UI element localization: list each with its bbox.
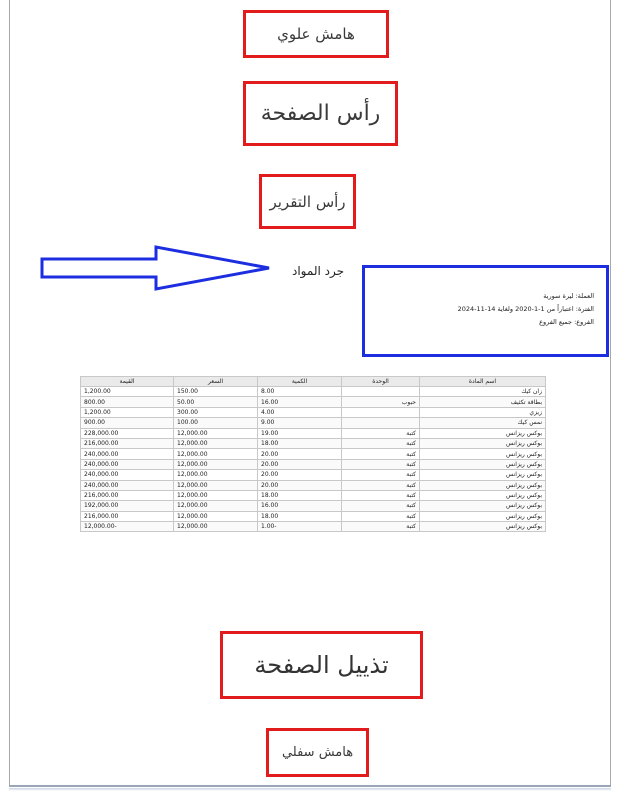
cell-price: 12,000.00 — [174, 511, 258, 521]
cell-price: 300.00 — [174, 407, 258, 417]
cell-unit: كتبة — [342, 449, 420, 459]
cell-item-name: بوكس ريزانس — [420, 438, 546, 448]
cell-price: 12,000.00 — [174, 470, 258, 480]
cell-item-name: بطاقة تكثيف — [420, 397, 546, 407]
cell-quantity: 16.00 — [258, 397, 342, 407]
page-header-label: رأس الصفحة — [260, 101, 381, 126]
cell-value: 216,000.00 — [81, 438, 174, 448]
cell-value: -12,000.00 — [81, 522, 174, 532]
table-row — [81, 480, 546, 490]
table-row — [81, 470, 546, 480]
table-row — [81, 449, 546, 459]
inventory-title: جرد المواد — [292, 264, 345, 278]
cell-unit — [342, 418, 420, 428]
table-row — [81, 511, 546, 521]
cell-value: 228,000.00 — [81, 428, 174, 438]
cell-unit: كتبة — [342, 501, 420, 511]
cell-quantity: -1.00 — [258, 522, 342, 532]
cell-unit: كتبة — [342, 511, 420, 521]
cell-value: 240,000.00 — [81, 470, 174, 480]
cell-unit: كتبة — [342, 459, 420, 469]
cell-item-name: نمس كيك — [420, 418, 546, 428]
cell-item-name: بوكس ريزانس — [420, 449, 546, 459]
cell-price: 12,000.00 — [174, 490, 258, 500]
cell-unit: كتبة — [342, 470, 420, 480]
cell-quantity: 18.00 — [258, 511, 342, 521]
cell-quantity: 19.00 — [258, 428, 342, 438]
cell-item-name: زان كيك — [420, 387, 546, 397]
bottom-margin-box — [266, 728, 369, 777]
cell-value: 216,000.00 — [81, 511, 174, 521]
cell-item-name: بوكس ريزانس — [420, 522, 546, 532]
cell-price: 12,000.00 — [174, 480, 258, 490]
cell-item-name: زيزي — [420, 407, 546, 417]
cell-value: 216,000.00 — [81, 490, 174, 500]
inventory-table — [80, 376, 546, 532]
table-row — [81, 387, 546, 397]
cell-item-name: بوكس ريزانس — [420, 490, 546, 500]
cell-item-name: بوكس ريزانس — [420, 501, 546, 511]
top-margin-box — [243, 10, 389, 58]
cell-unit: كتبة — [342, 522, 420, 532]
cell-price: 50.00 — [174, 397, 258, 407]
branches-line: الفروع: جميع الفروع — [539, 318, 594, 326]
cell-unit: كتبة — [342, 438, 420, 448]
table-row — [81, 501, 546, 511]
cell-value: 240,000.00 — [81, 480, 174, 490]
cell-price: 12,000.00 — [174, 438, 258, 448]
cell-value: 240,000.00 — [81, 449, 174, 459]
cell-quantity: 18.00 — [258, 438, 342, 448]
report-info-box — [362, 265, 609, 357]
table-row — [81, 438, 546, 448]
cell-value: 900.00 — [81, 418, 174, 428]
cell-unit: كتبة — [342, 490, 420, 500]
page-edge-shadow — [9, 788, 611, 791]
column-header-quantity: الكمية — [258, 377, 342, 387]
cell-item-name: بوكس ريزانس — [420, 511, 546, 521]
table-row — [81, 522, 546, 532]
arrow-right-icon — [40, 244, 273, 292]
cell-price: 12,000.00 — [174, 428, 258, 438]
top-margin-label: هامش علوي — [277, 25, 355, 43]
cell-item-name: بوكس ريزانس — [420, 470, 546, 480]
cell-unit: كتبة — [342, 480, 420, 490]
table-body — [81, 387, 546, 532]
cell-quantity: 16.00 — [258, 501, 342, 511]
bottom-margin-label: هامش سفلي — [281, 745, 354, 760]
table-row — [81, 418, 546, 428]
cell-price: 12,000.00 — [174, 449, 258, 459]
cell-price: 12,000.00 — [174, 501, 258, 511]
cell-price: 100.00 — [174, 418, 258, 428]
table-row — [81, 459, 546, 469]
page-footer-box — [220, 631, 423, 699]
cell-item-name: بوكس ريزانس — [420, 480, 546, 490]
currency-line: العملة: ليرة سورية — [543, 292, 594, 300]
table-row — [81, 397, 546, 407]
table-row — [81, 428, 546, 438]
report-header-label: رأس التقرير — [269, 192, 346, 211]
table-row — [81, 490, 546, 500]
cell-quantity: 18.00 — [258, 490, 342, 500]
cell-quantity: 20.00 — [258, 449, 342, 459]
page-footer-label: تذييل الصفحة — [254, 651, 389, 679]
column-header-price: السعر — [174, 377, 258, 387]
cell-unit: حبوب — [342, 397, 420, 407]
cell-unit — [342, 387, 420, 397]
cell-value: 240,000.00 — [81, 459, 174, 469]
cell-item-name: بوكس ريزانس — [420, 428, 546, 438]
cell-value: 800.00 — [81, 397, 174, 407]
column-header-unit: الوحدة — [342, 377, 420, 387]
cell-unit: كتبة — [342, 428, 420, 438]
cell-price: 12,000.00 — [174, 459, 258, 469]
cell-item-name: بوكس ريزانس — [420, 459, 546, 469]
cell-quantity: 20.00 — [258, 480, 342, 490]
column-header-item-name: اسم المادة — [420, 377, 546, 387]
report-header-box — [259, 174, 356, 229]
cell-quantity: 20.00 — [258, 470, 342, 480]
table-header-row — [81, 377, 546, 387]
cell-price: 12,000.00 — [174, 522, 258, 532]
column-header-value: القيمة — [81, 377, 174, 387]
cell-price: 150.00 — [174, 387, 258, 397]
cell-value: 192,000.00 — [81, 501, 174, 511]
cell-quantity: 20.00 — [258, 459, 342, 469]
cell-quantity: 9.00 — [258, 418, 342, 428]
cell-value: 1,200.00 — [81, 387, 174, 397]
page-header-box — [243, 81, 398, 146]
cell-quantity: 8.00 — [258, 387, 342, 397]
cell-value: 1,200.00 — [81, 407, 174, 417]
cell-unit — [342, 407, 420, 417]
period-line: الفترة: اعتباراً من 1-1-2020 ولغاية 14-11-2024 — [457, 305, 594, 313]
table-row — [81, 407, 546, 417]
cell-quantity: 4.00 — [258, 407, 342, 417]
